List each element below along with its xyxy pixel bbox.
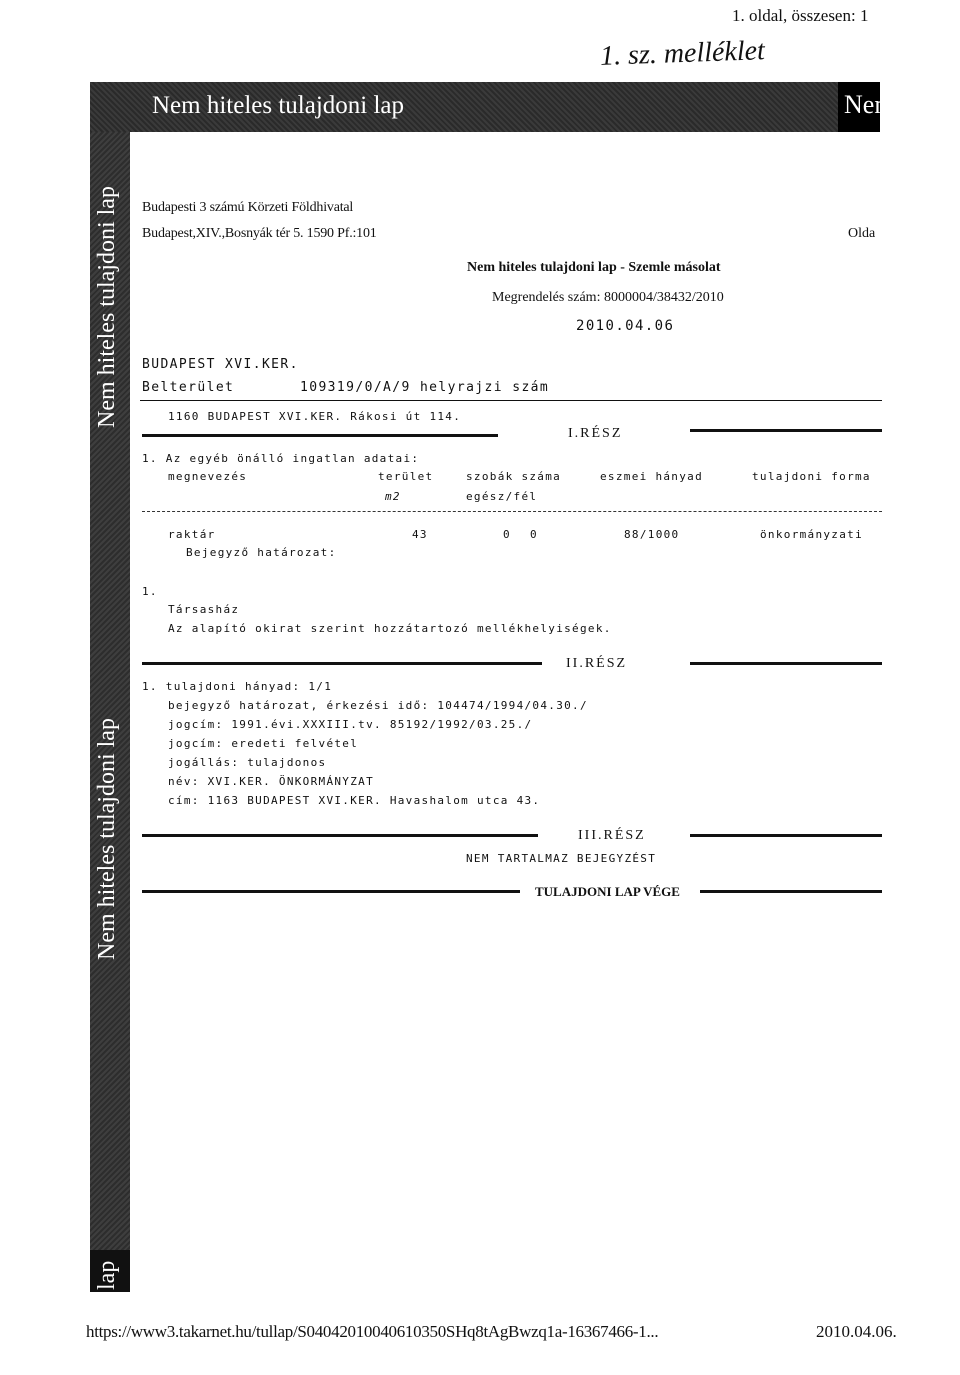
banner-title: Nem hiteles tulajdoni lap	[152, 92, 405, 119]
item-number: 1.	[142, 585, 158, 598]
page-counter: 1. oldal, összesen: 1	[732, 6, 869, 25]
footer-date: 2010.04.06.	[816, 1322, 897, 1341]
office-address: Budapest,XIV.,Bosnyák tér 5. 1590 Pf.:101	[142, 226, 377, 241]
footer-url: https://www3.takarnet.hu/tullap/S04042010040610350SHq8tAgBwzq1a-16367466-1...	[86, 1322, 659, 1341]
header-forma: tulajdoni forma	[752, 470, 871, 483]
handwritten-note: 1. sz. melléklet	[599, 35, 766, 72]
document-date: 2010.04.06	[576, 318, 675, 334]
part1-heading: I.RÉSZ	[568, 426, 623, 441]
part2-line-2: bejegyző határozat, érkezési idő: 104474/1994/04.30./	[168, 699, 588, 712]
part3-heading: III.RÉSZ	[578, 828, 646, 843]
part1-intro: 1. Az egyéb önálló ingatlan adatai:	[142, 452, 420, 465]
end-of-sheet: TULAJDONI LAP VÉGE	[535, 884, 680, 899]
part2-line-5: jogállás: tulajdonos	[168, 756, 327, 769]
bejegyzo-label: Bejegyző határozat:	[186, 546, 337, 559]
part2-line-3: jogcím: 1991.évi.XXXIII.tv. 85192/1992/03.25./	[168, 718, 533, 731]
side-label-bottom: lap	[94, 1260, 120, 1290]
row-rooms-whole: 0	[503, 528, 511, 541]
part3-rule-left	[142, 834, 538, 837]
row-share: 88/1000	[624, 528, 680, 541]
row-name: raktár	[168, 528, 216, 541]
title-banner	[90, 82, 895, 132]
belterulet-label: Belterület	[142, 380, 235, 395]
banner-right-text: Nem	[844, 90, 895, 119]
district: BUDAPEST XVI.KER.	[142, 357, 299, 372]
property-address: 1160 BUDAPEST XVI.KER. Rákosi út 114.	[168, 410, 462, 423]
helyrajzi-szam: 109319/0/A/9 helyrajzi szám	[300, 380, 550, 395]
header-megnevezes: megnevezés	[168, 470, 248, 483]
alapito-okirat: Az alapító okirat szerint hozzátartozó mellékhelyiségek.	[168, 622, 612, 635]
header-terulet: terület	[378, 470, 434, 483]
end-rule-right	[700, 890, 882, 893]
row-area: 43	[412, 528, 428, 541]
part2-rule-left	[142, 662, 542, 665]
header-eszmei: eszmei hányad	[600, 470, 703, 483]
part3-note: NEM TARTALMAZ BEJEGYZÉST	[466, 852, 657, 865]
order-number: Megrendelés szám: 8000004/38432/2010	[492, 290, 724, 305]
part1-rule-right	[690, 429, 882, 432]
row-form: önkormányzati	[760, 528, 863, 541]
table-header-divider	[142, 511, 882, 512]
part1-rule-left	[142, 434, 498, 437]
part2-line-7: cím: 1163 BUDAPEST XVI.KER. Havashalom utca 43.	[168, 794, 541, 807]
office-name: Budapesti 3 számú Körzeti Földhivatal	[142, 200, 354, 215]
part3-rule-right	[690, 834, 882, 837]
header-terulet-unit: m2	[385, 490, 401, 503]
part2-heading: II.RÉSZ	[566, 656, 628, 671]
part2-rule-right	[690, 662, 882, 665]
oldal-label: Olda	[848, 226, 876, 241]
end-rule-left	[142, 890, 520, 893]
side-label-top: Nem hiteles tulajdoni lap	[94, 186, 120, 428]
header-szobak-sub: egész/fél	[466, 490, 538, 503]
tarsashaz-label: Társasház	[168, 603, 240, 616]
header-szobak: szobák száma	[466, 470, 562, 483]
address-rule	[140, 400, 882, 401]
banner-right-fragment	[838, 82, 895, 132]
document-title: Nem hiteles tulajdoni lap - Szemle másolat	[467, 260, 721, 275]
part2-line-4: jogcím: eredeti felvétel	[168, 737, 359, 750]
side-label-middle: Nem hiteles tulajdoni lap	[94, 718, 120, 960]
row-rooms-half: 0	[530, 528, 538, 541]
part2-line-1: 1. tulajdoni hányad: 1/1	[142, 680, 333, 693]
part2-line-6: név: XVI.KER. ÖNKORMÁNYZAT	[168, 775, 374, 788]
